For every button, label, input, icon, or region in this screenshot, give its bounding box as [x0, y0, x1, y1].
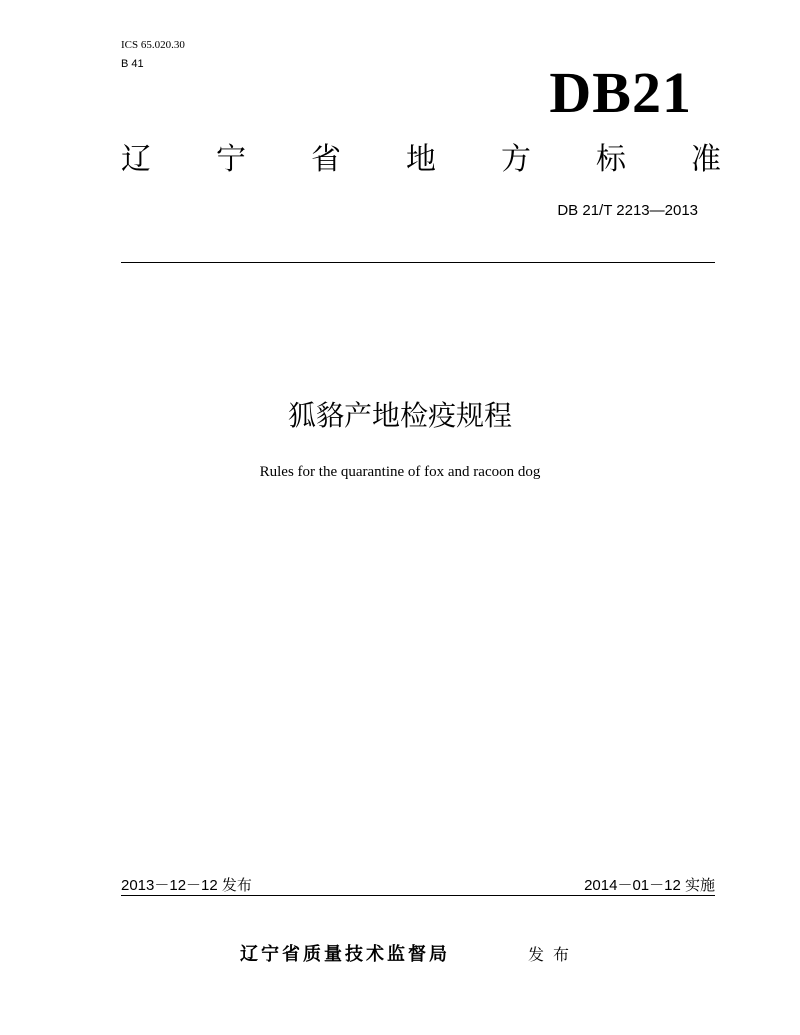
footer-divider: [121, 895, 715, 896]
implementation-date: 2014－01－12 实施: [584, 877, 715, 894]
ics-code: ICS 65.020.30: [121, 39, 185, 51]
standard-type-char: 标: [596, 142, 626, 177]
issuing-authority: 辽宁省质量技术监督局: [240, 944, 450, 965]
publish-label: 发布: [528, 945, 579, 964]
header-divider: [121, 262, 715, 263]
standard-type-char: 省: [311, 142, 341, 177]
standard-type-char: 宁: [216, 142, 246, 177]
standard-logo: DB21: [549, 60, 692, 125]
standard-type-char: 辽: [121, 142, 151, 177]
standard-type-char: 方: [501, 142, 531, 177]
standard-type-char: 准: [691, 142, 721, 177]
document-title-english: Rules for the quarantine of fox and racoon dog: [259, 464, 541, 480]
ccs-code: B 41: [121, 58, 144, 70]
standard-type-char: 地: [406, 142, 436, 177]
document-title-chinese: 狐貉产地检疫规程: [287, 399, 512, 432]
standard-type-heading: [121, 141, 721, 179]
standard-number: DB 21/T 2213—2013: [557, 202, 698, 219]
issue-date: 2013－12－12 发布: [121, 877, 252, 894]
